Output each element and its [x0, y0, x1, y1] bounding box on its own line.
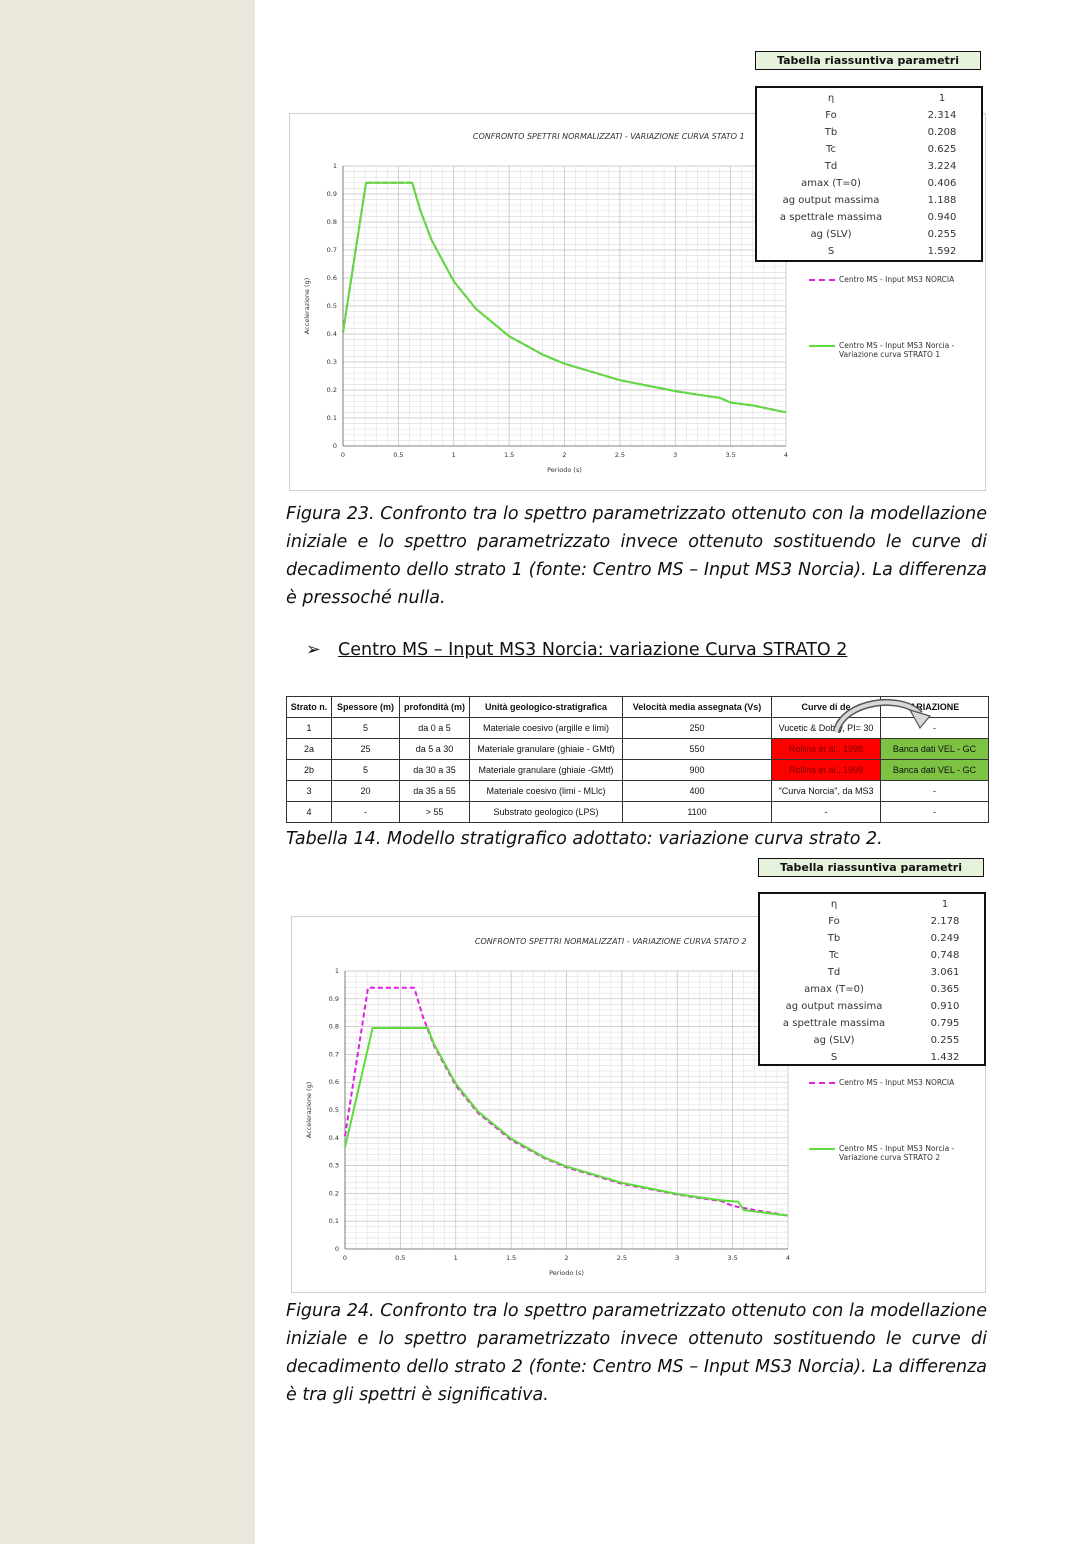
section-heading-text: Centro MS – Input MS3 Norcia: variazione Curva STRATO 2 [338, 640, 848, 660]
figure-23-params-table [755, 86, 983, 262]
param-label: a spettrale massima [782, 1018, 886, 1029]
param-label: ag (SLV) [810, 229, 852, 240]
table-cell: 3 [287, 781, 332, 802]
y-tick-label: 0.5 [328, 1106, 339, 1114]
y-tick-label: 1 [334, 967, 339, 975]
table-14-caption: Tabella 14. Modello stratigrafico adottato: variazione curva strato 2. [286, 829, 883, 849]
y-tick-label: 0.8 [328, 1022, 339, 1031]
param-value: 1 [941, 899, 949, 910]
y-tick-label: 0.1 [326, 414, 337, 422]
param-value: 1.188 [927, 195, 957, 206]
table-cell: da 35 a 55 [400, 781, 470, 802]
param-label: a spettrale massima [779, 212, 883, 223]
param-label: amax (T=0) [804, 984, 864, 995]
x-tick-label: 4 [783, 451, 789, 459]
table-cell: 900 [623, 760, 772, 781]
legend-swatch-solid [809, 1148, 835, 1150]
y-tick-label: 0.7 [326, 246, 337, 254]
x-tick-label: 1 [453, 1254, 458, 1262]
column-header: Strato n. [287, 697, 332, 718]
param-value: 1.592 [927, 246, 957, 257]
param-label: η [830, 899, 838, 910]
table-cell: 550 [623, 739, 772, 760]
legend-label: Centro MS - Input MS3 NORCIA [839, 275, 955, 284]
y-tick-label: 0 [332, 442, 337, 450]
table-cell: Materiale granulare (ghiaie -GMtf) [470, 760, 623, 781]
legend-item-norcia [809, 1078, 989, 1087]
param-label: Fo [828, 916, 840, 927]
x-tick-label: 2 [564, 1254, 569, 1262]
param-row [760, 913, 984, 930]
param-row [757, 243, 981, 260]
table-cell: 25 [332, 739, 400, 760]
legend-item-norcia [809, 275, 989, 284]
curved-arrow-icon [822, 696, 932, 736]
table-cell: Banca dati VEL - GC [881, 739, 989, 760]
param-value: 0.255 [930, 1035, 960, 1046]
param-row [760, 964, 984, 981]
param-row [760, 930, 984, 947]
y-axis-label: Accelerazione (g) [303, 277, 311, 335]
param-row [760, 1015, 984, 1032]
table-cell: Vucetic & Dobry, PI= 30 [772, 718, 881, 739]
param-label: S [830, 1052, 838, 1063]
page-margin-band [0, 0, 255, 1544]
column-header: Curve di de [772, 697, 881, 718]
column-header: profondità (m) [400, 697, 470, 718]
param-label: Tb [824, 127, 838, 138]
y-tick-label: 0.4 [328, 1133, 339, 1142]
table-cell: 250 [623, 718, 772, 739]
param-value: 1.432 [930, 1052, 960, 1063]
x-tick-label: 3.5 [725, 451, 736, 459]
param-value: 0.249 [930, 933, 960, 944]
param-label: ag (SLV) [813, 1035, 855, 1046]
param-row [760, 998, 984, 1015]
y-tick-label: 0.7 [328, 1050, 339, 1059]
param-row [760, 1032, 984, 1049]
x-tick-label: 3.5 [727, 1254, 738, 1262]
x-tick-label: 3 [675, 1254, 680, 1262]
param-value: 0.255 [927, 229, 957, 240]
figure-24-caption: Figura 24. Confronto tra lo spettro parametrizzato ottenuto con la modellazione iniziale e lo spettro parametrizzato invece ottenuto sostituendo le curve di decadimento dello strato 2 (fonte: Centro MS – Input MS3 Norcia). La differenza è tra gli spettri è significativa. [286, 1301, 987, 1405]
param-label: ag output massima [785, 1001, 883, 1012]
table-cell: 400 [623, 781, 772, 802]
param-label: Tc [826, 144, 836, 155]
param-value: 0.748 [930, 950, 960, 961]
y-tick-label: 0.2 [326, 386, 337, 394]
param-label: Fo [825, 110, 837, 121]
x-tick-label: 2.5 [616, 1254, 628, 1262]
table-cell: da 30 a 35 [400, 760, 470, 781]
legend-swatch-dashed [809, 1082, 835, 1084]
param-row [757, 124, 981, 141]
param-label: S [827, 246, 835, 257]
legend-label: Centro MS - Input MS3 Norcia - Variazione curva STRATO 1 [839, 341, 955, 359]
param-value: 2.314 [927, 110, 957, 121]
column-header: Spessore (m) [332, 697, 400, 718]
x-tick-label: 4 [785, 1254, 791, 1262]
table-cell: da 0 a 5 [400, 718, 470, 739]
x-tick-label: 1 [451, 451, 456, 459]
param-row [757, 141, 981, 158]
table-cell: 2a [287, 739, 332, 760]
param-row [757, 209, 981, 226]
param-value: 0.406 [927, 178, 957, 189]
legend-label: Centro MS - Input MS3 NORCIA [839, 1078, 955, 1087]
table-row [287, 739, 989, 760]
param-row [757, 90, 981, 107]
table-cell: "Curva Norcia", da MS3 [772, 781, 881, 802]
y-tick-label: 0.6 [328, 1078, 339, 1087]
x-axis-label: Periodo (s) [547, 466, 582, 474]
param-row [757, 226, 981, 243]
legend-label: Centro MS - Input MS3 Norcia - Variazione curva STRATO 2 [839, 1144, 955, 1162]
figure-24-params-table [758, 892, 986, 1066]
param-value: 0.910 [930, 1001, 960, 1012]
table-cell: da 5 a 30 [400, 739, 470, 760]
param-label: Tb [827, 933, 841, 944]
param-value: 0.625 [927, 144, 957, 155]
figure-23-params-title: Tabella riassuntiva parametri [755, 51, 981, 70]
y-tick-label: 0.9 [326, 190, 337, 198]
table-cell: 4 [287, 802, 332, 823]
x-tick-label: 0 [342, 1254, 348, 1262]
param-row [757, 192, 981, 209]
y-tick-label: 0.9 [328, 994, 339, 1003]
param-row [760, 981, 984, 998]
param-value: 0.365 [930, 984, 960, 995]
param-value: 0.940 [927, 212, 957, 223]
table-cell: 2b [287, 760, 332, 781]
table-row [287, 802, 989, 823]
arrowhead-bullet-icon: ➢ [306, 640, 321, 660]
table-cell: - [332, 802, 400, 823]
param-row [760, 1049, 984, 1066]
param-value: 3.224 [927, 161, 957, 172]
table-cell: Materiale granulare (ghiaie - GMtf) [470, 739, 623, 760]
column-header: Unità geologico-stratigrafica [470, 697, 623, 718]
y-tick-label: 1 [332, 162, 337, 170]
table-cell: - [881, 802, 989, 823]
y-tick-label: 0.3 [326, 358, 337, 366]
x-tick-label: 1.5 [505, 1254, 517, 1262]
table-cell: 20 [332, 781, 400, 802]
table-cell: Materiale coesivo (limi - MLlc) [470, 781, 623, 802]
param-label: amax (T=0) [801, 178, 861, 189]
y-tick-label: 0.6 [326, 274, 337, 282]
table-cell: 5 [332, 718, 400, 739]
table-cell: Substrato geologico (LPS) [470, 802, 623, 823]
x-tick-label: 0.5 [393, 451, 404, 459]
chart-title: CONFRONTO SPETTRI NORMALIZZATI - VARIAZIONE CURVA STATO 1 [472, 132, 745, 141]
param-value: 0.795 [930, 1018, 960, 1029]
chart-title: CONFRONTO SPETTRI NORMALIZZATI - VARIAZIONE CURVA STATO 2 [474, 937, 747, 946]
param-label: ag output massima [782, 195, 880, 206]
x-axis-label: Periodo (s) [549, 1269, 584, 1277]
legend-swatch-dashed [809, 279, 835, 281]
table-cell: 1 [287, 718, 332, 739]
param-row [757, 158, 981, 175]
y-axis-label: Accelerazione (g) [305, 1081, 313, 1139]
y-tick-label: 0.3 [328, 1161, 339, 1170]
column-header: Velocità media assegnata (Vs) [623, 697, 772, 718]
param-row [760, 896, 984, 913]
y-tick-label: 0.4 [326, 330, 337, 338]
table-cell: Banca dati VEL - GC [881, 760, 989, 781]
table-cell: - [881, 718, 989, 739]
table-cell: Rollins et al., 1998 [772, 739, 881, 760]
figure-24-params-title: Tabella riassuntiva parametri [758, 858, 984, 877]
table-cell: Materiale coesivo (argille e limi) [470, 718, 623, 739]
param-label: Td [827, 967, 841, 978]
x-tick-label: 0.5 [395, 1254, 406, 1262]
table-cell: - [772, 802, 881, 823]
x-tick-label: 1.5 [503, 451, 515, 459]
table-row [287, 781, 989, 802]
y-tick-label: 0 [334, 1245, 339, 1253]
param-row [757, 175, 981, 192]
param-value: 1 [938, 93, 946, 104]
figure-23-caption: Figura 23. Confronto tra lo spettro parametrizzato ottenuto con la modellazione iniziale e lo spettro parametrizzato invece ottenuto sostituendo le curve di decadimento dello strato 1 (fonte: Centro MS – Input MS3 Norcia). La differenza è pressoché nulla. [286, 504, 987, 608]
param-row [757, 107, 981, 124]
x-tick-label: 2.5 [614, 451, 626, 459]
param-label: Tc [829, 950, 839, 961]
legend-swatch-solid [809, 345, 835, 347]
table-row [287, 760, 989, 781]
param-value: 0.208 [927, 127, 957, 138]
section-heading [306, 640, 847, 660]
legend-item-variazione [809, 341, 989, 359]
table-cell: - [881, 781, 989, 802]
param-label: Td [824, 161, 838, 172]
param-value: 3.061 [930, 967, 960, 978]
column-header: ARIAZIONE [881, 697, 989, 718]
param-row [760, 947, 984, 964]
y-tick-label: 0.8 [326, 218, 337, 226]
x-tick-label: 3 [673, 451, 678, 459]
table-cell: 1100 [623, 802, 772, 823]
param-label: η [827, 93, 835, 104]
table-cell: 5 [332, 760, 400, 781]
y-tick-label: 0.1 [328, 1217, 339, 1226]
table-cell: Rollins et al., 1999 [772, 760, 881, 781]
param-value: 2.178 [930, 916, 960, 927]
legend-item-variazione [809, 1144, 989, 1162]
y-tick-label: 0.5 [326, 302, 337, 310]
x-tick-label: 0 [340, 451, 346, 459]
y-tick-label: 0.2 [328, 1189, 339, 1198]
x-tick-label: 2 [562, 451, 567, 459]
table-cell: > 55 [400, 802, 470, 823]
